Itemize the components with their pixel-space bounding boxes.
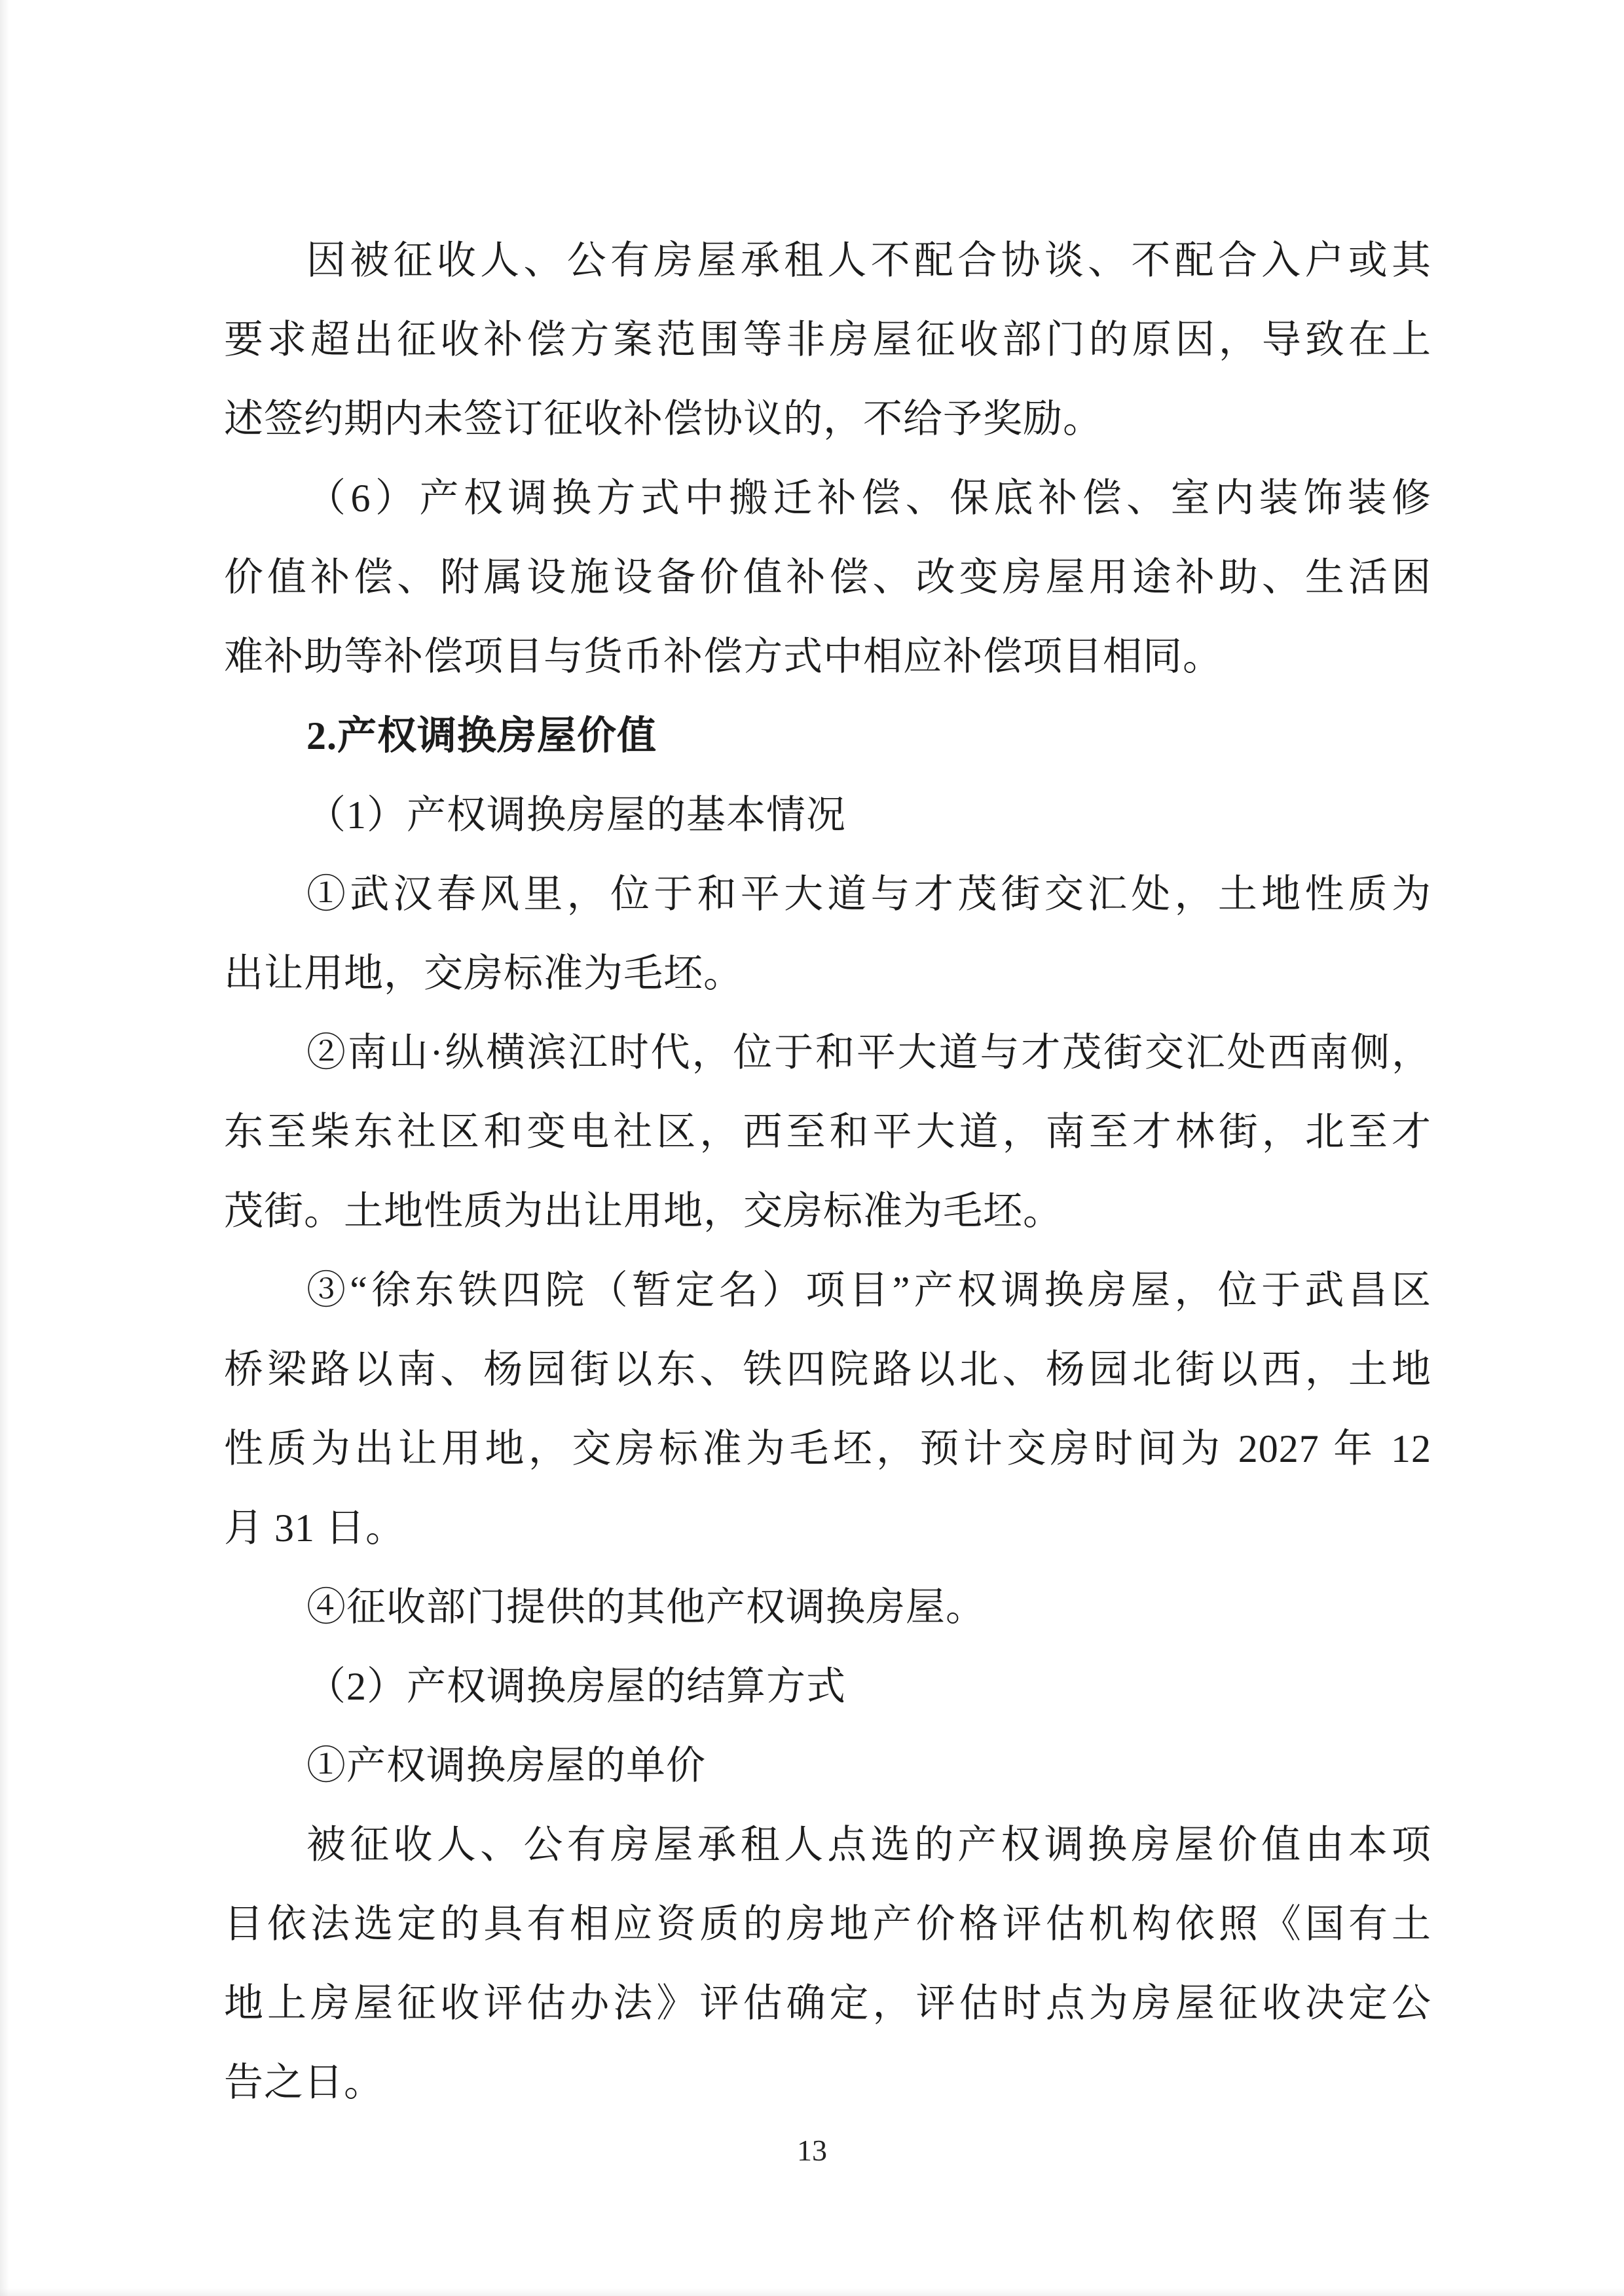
paragraph-line: 性质为出让用地，交房标准为毛坯，预计交房时间为 2027 年 12 <box>224 1427 1431 1470</box>
paragraph-line: 因被征收人、公有房屋承租人不配合协谈、不配合入户或其 <box>306 239 1431 282</box>
paragraph-line: 东至柴东社区和变电社区，西至和平大道，南至才林街，北至才 <box>224 1110 1431 1154</box>
scan-edge-left <box>0 0 9 2296</box>
paragraph-line: ②南山·纵横滨江时代，位于和平大道与才茂街交汇处西南侧， <box>306 1031 1431 1074</box>
subsection-heading: （1）产权调换房屋的基本情况 <box>306 793 846 837</box>
paragraph-line: 茂街。土地性质为出让用地，交房标准为毛坯。 <box>224 1190 1063 1233</box>
document-body <box>224 221 1431 2123</box>
paragraph-line: 月 31 日。 <box>224 1506 405 1550</box>
paragraph-line: 目依法选定的具有相应资质的房地产价格评估机构依照《国有土 <box>224 1903 1431 1946</box>
paragraph-line: ③“徐东铁四院（暂定名）项目”产权调换房屋，位于武昌区 <box>306 1269 1431 1312</box>
section-heading: 2.产权调换房屋价值 <box>306 714 657 757</box>
paragraph-line: （6）产权调换方式中搬迁补偿、保底补偿、室内装饰装修 <box>306 477 1431 520</box>
subsection-heading: （2）产权调换房屋的结算方式 <box>306 1665 846 1708</box>
paragraph-line: 被征收人、公有房屋承租人点选的产权调换房屋价值由本项 <box>306 1823 1431 1867</box>
paragraph-line: 述签约期内未签订征收补偿协议的，不给予奖励。 <box>224 397 1103 441</box>
scan-edge-bottom <box>0 2288 1624 2296</box>
paragraph-line: ①武汉春风里，位于和平大道与才茂街交汇处，土地性质为 <box>306 873 1431 916</box>
paragraph-line: 价值补偿、附属设施设备价值补偿、改变房屋用途补助、生活困 <box>224 556 1431 599</box>
paragraph-line: 出让用地，交房标准为毛坯。 <box>224 952 743 995</box>
paragraph-line: 难补助等补偿项目与货币补偿方式中相应补偿项目相同。 <box>224 635 1223 678</box>
paragraph-line: ④征收部门提供的其他产权调换房屋。 <box>306 1586 986 1629</box>
paragraph-line: 要求超出征收补偿方案范围等非房屋征收部门的原因，导致在上 <box>224 318 1431 361</box>
paragraph-line: 告之日。 <box>224 2061 384 2104</box>
subsection-heading: ①产权调换房屋的单价 <box>306 1744 706 1787</box>
page-number: 13 <box>797 2134 827 2167</box>
paragraph-line: 地上房屋征收评估办法》评估确定，评估时点为房屋征收决定公 <box>224 1982 1431 2025</box>
paragraph-line: 桥梁路以南、杨园街以东、铁四院路以北、杨园北街以西，土地 <box>224 1348 1431 1391</box>
